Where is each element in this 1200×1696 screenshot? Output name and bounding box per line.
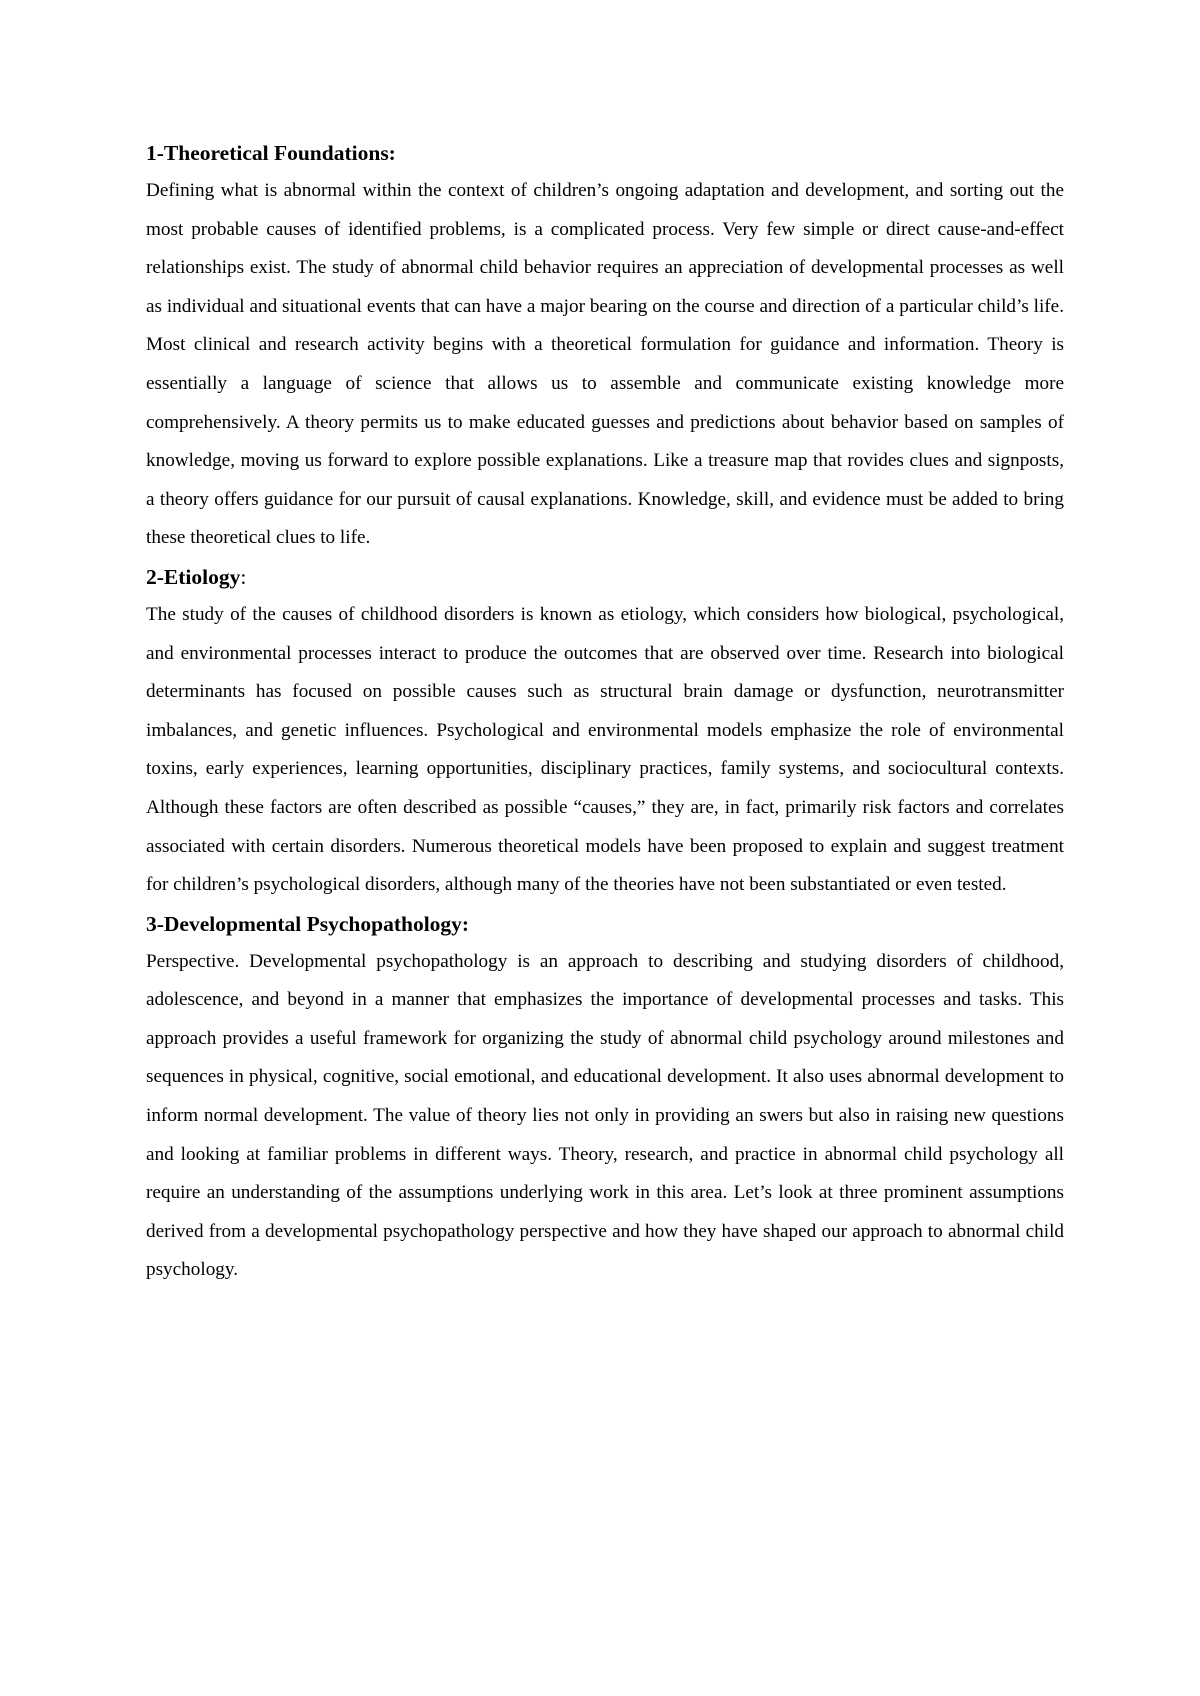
heading-colon: : bbox=[240, 564, 247, 589]
section-body-etiology: The study of the causes of childhood disorders is known as etiology, which considers how biological, psychological, and environmental processes interact to produce the outcomes that are observed over time. Research into biological determinants has focused on possible causes such as structural brain damage or dysfunction, neurotransmitter imbalances, and genetic influences. Psychological and environmental models emphasize the role of environmental toxins, early experiences, learning opportunities, disciplinary practices, family systems, and sociocultural contexts. Although these factors are often described as possible “causes,” they are, in fact, primarily risk factors and correlates associated with certain disorders. Numerous theoretical models have been proposed to explain and suggest treatment for children’s psychological disorders, although many of the theories have not been substantiated or even tested. bbox=[146, 603, 1064, 896]
section-body-theoretical-foundations: Defining what is abnormal within the context of children’s ongoing adaptation and development, and sorting out the most probable causes of identified problems, is a complicated process. Very few simple or direct cause-and-effect relationships exist. The study of abnormal child behavior requires an appreciation of developmental processes as well as individual and situational events that can have a major bearing on the course and direction of a particular child’s life. Most clinical and research activity begins with a theoretical formulation for guidance and information. Theory is essentially a language of science that allows us to assemble and communicate existing knowledge more comprehensively. A theory permits us to make educated guesses and predictions about behavior based on samples of knowledge, moving us forward to explore possible explanations. Like a treasure map that rovides clues and signposts, a theory offers guidance for our pursuit of causal explanations. Knowledge, skill, and evidence must be added to bring these theoretical clues to life. bbox=[146, 180, 1064, 549]
heading-text: 3-Developmental Psychopathology: bbox=[146, 911, 470, 936]
heading-text: 1-Theoretical Foundations: bbox=[146, 141, 396, 165]
section-body-developmental-psychopathology: Perspective. Developmental psychopathology is an approach to describing and studying disorders of childhood, adolescence, and beyond in a manner that emphasizes the importance of developmental processes and tasks. This approach provides a useful framework for organizing the study of abnormal child psychology around milestones and sequences in physical, cognitive, social emotional, and educational development. It also uses abnormal development to inform normal development. The value of theory lies not only in providing an swers but also in raising new questions and looking at familiar problems in different ways. Theory, research, and practice in abnormal child psychology all require an understanding of the assumptions underlying work in this area. Let’s look at three prominent assumptions derived from a developmental psychopathology perspective and how they have shaped our approach to abnormal child psychology. bbox=[146, 950, 1064, 1281]
section-heading-developmental-psychopathology bbox=[146, 909, 1064, 939]
section-heading-theoretical-foundations bbox=[146, 138, 1064, 168]
heading-text: 2-Etiology bbox=[146, 564, 241, 589]
document-page bbox=[146, 138, 1064, 1294]
section-heading-etiology bbox=[146, 562, 1064, 592]
